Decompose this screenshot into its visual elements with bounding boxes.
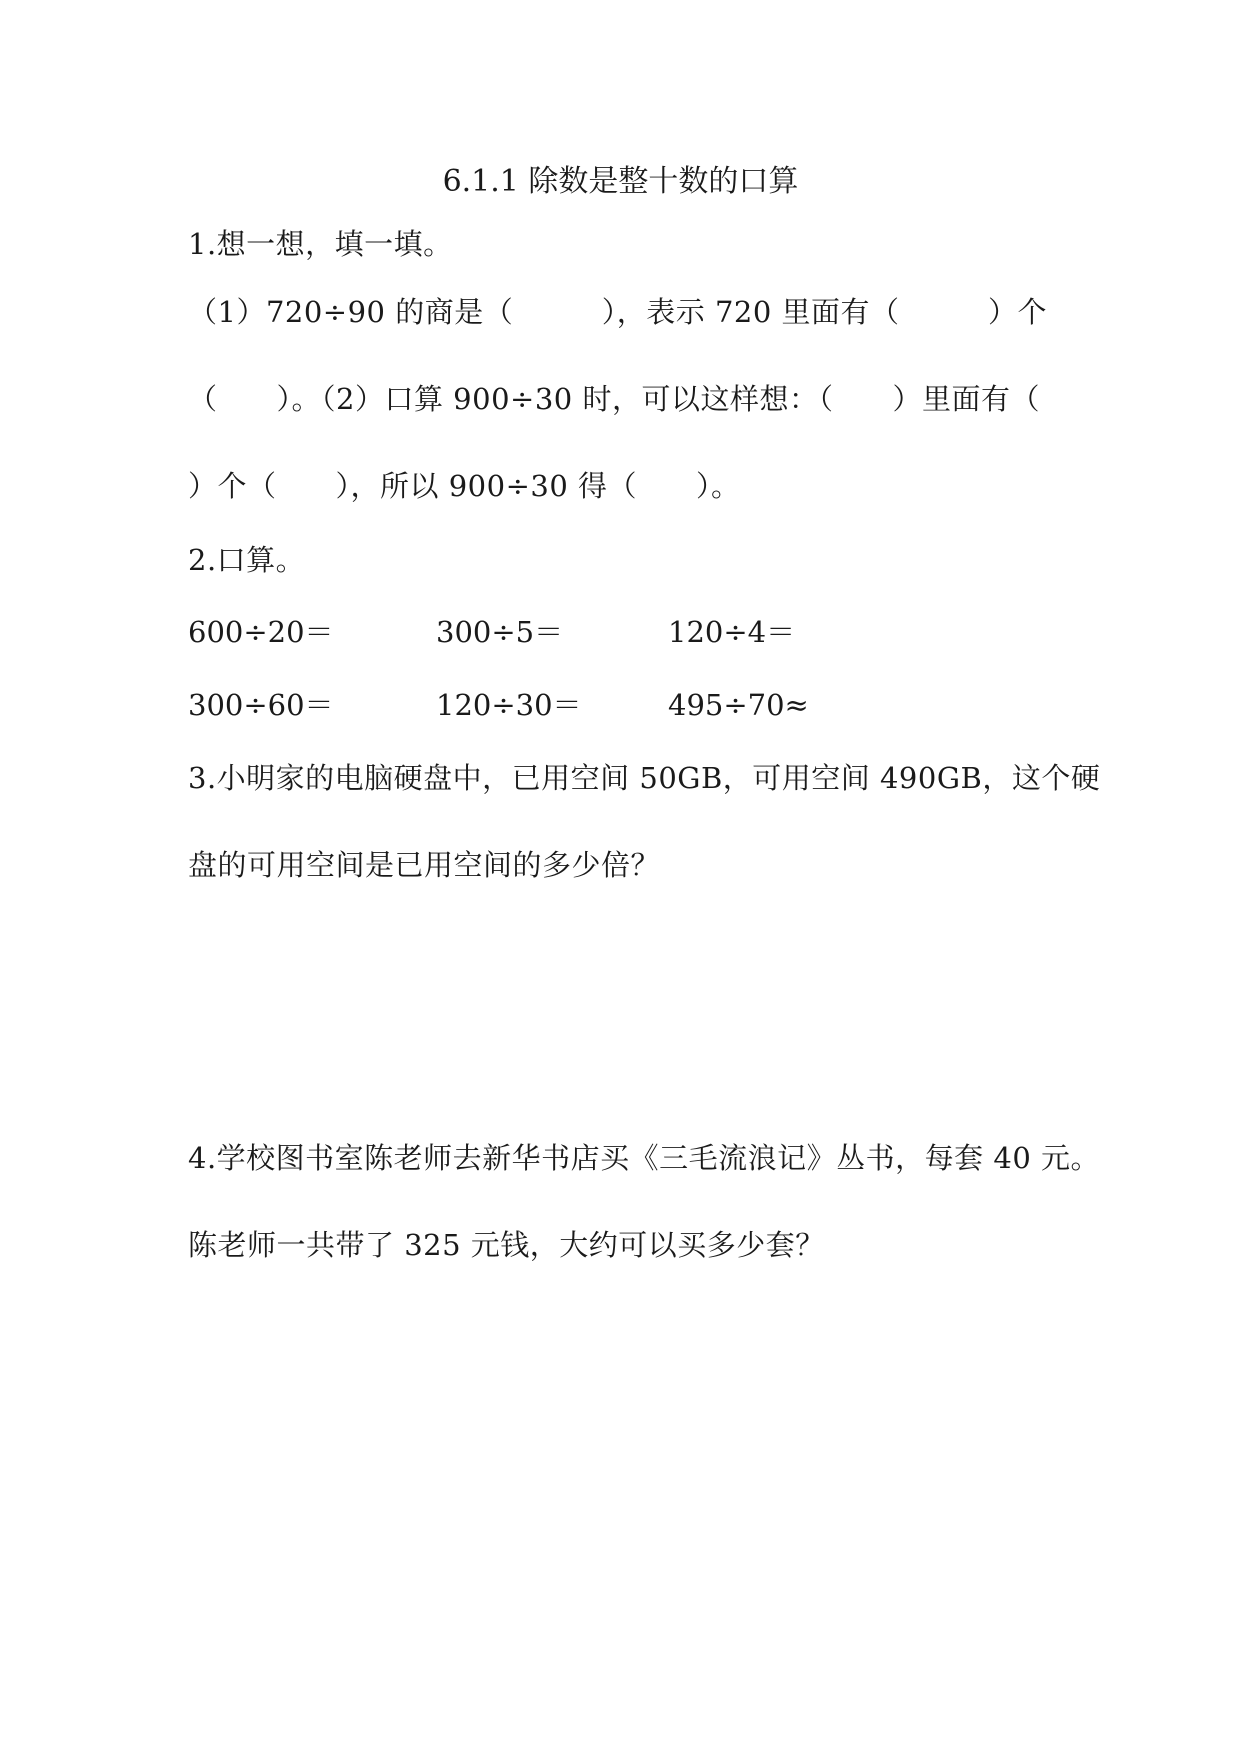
calc-item: 120÷4＝ bbox=[668, 615, 796, 649]
question-1-heading: 1.想一想，填一填。 bbox=[188, 227, 453, 261]
calc-item: 300÷5＝ bbox=[436, 615, 564, 649]
calc-item: 495÷70≈ bbox=[668, 688, 809, 722]
question-4-line-1: 4.学校图书室陈老师去新华书店买《三毛流浪记》丛书，每套 40 元。 bbox=[188, 1141, 1101, 1175]
question-1-line-3: ）个（ ），所以 900÷30 得（ ）。 bbox=[188, 469, 741, 503]
calc-item: 600÷20＝ bbox=[188, 615, 334, 649]
question-3-line-1: 3.小明家的电脑硬盘中，已用空间 50GB，可用空间 490GB，这个硬 bbox=[188, 761, 1101, 795]
question-4-line-2: 陈老师一共带了 325 元钱，大约可以买多少套？ bbox=[188, 1228, 825, 1262]
question-1-line-1: （1）720÷90 的商是（ ），表示 720 里面有（ ）个 bbox=[188, 295, 1048, 329]
calc-item: 120÷30＝ bbox=[436, 688, 582, 722]
question-2-heading: 2.口算。 bbox=[188, 543, 306, 577]
calc-item: 300÷60＝ bbox=[188, 688, 334, 722]
question-3-line-2: 盘的可用空间是已用空间的多少倍？ bbox=[188, 848, 661, 882]
question-1-line-2: （ ）。（2）口算 900÷30 时，可以这样想：（ ）里面有（ bbox=[188, 382, 1040, 416]
page-title: 6.1.1 除数是整十数的口算 bbox=[442, 164, 799, 199]
